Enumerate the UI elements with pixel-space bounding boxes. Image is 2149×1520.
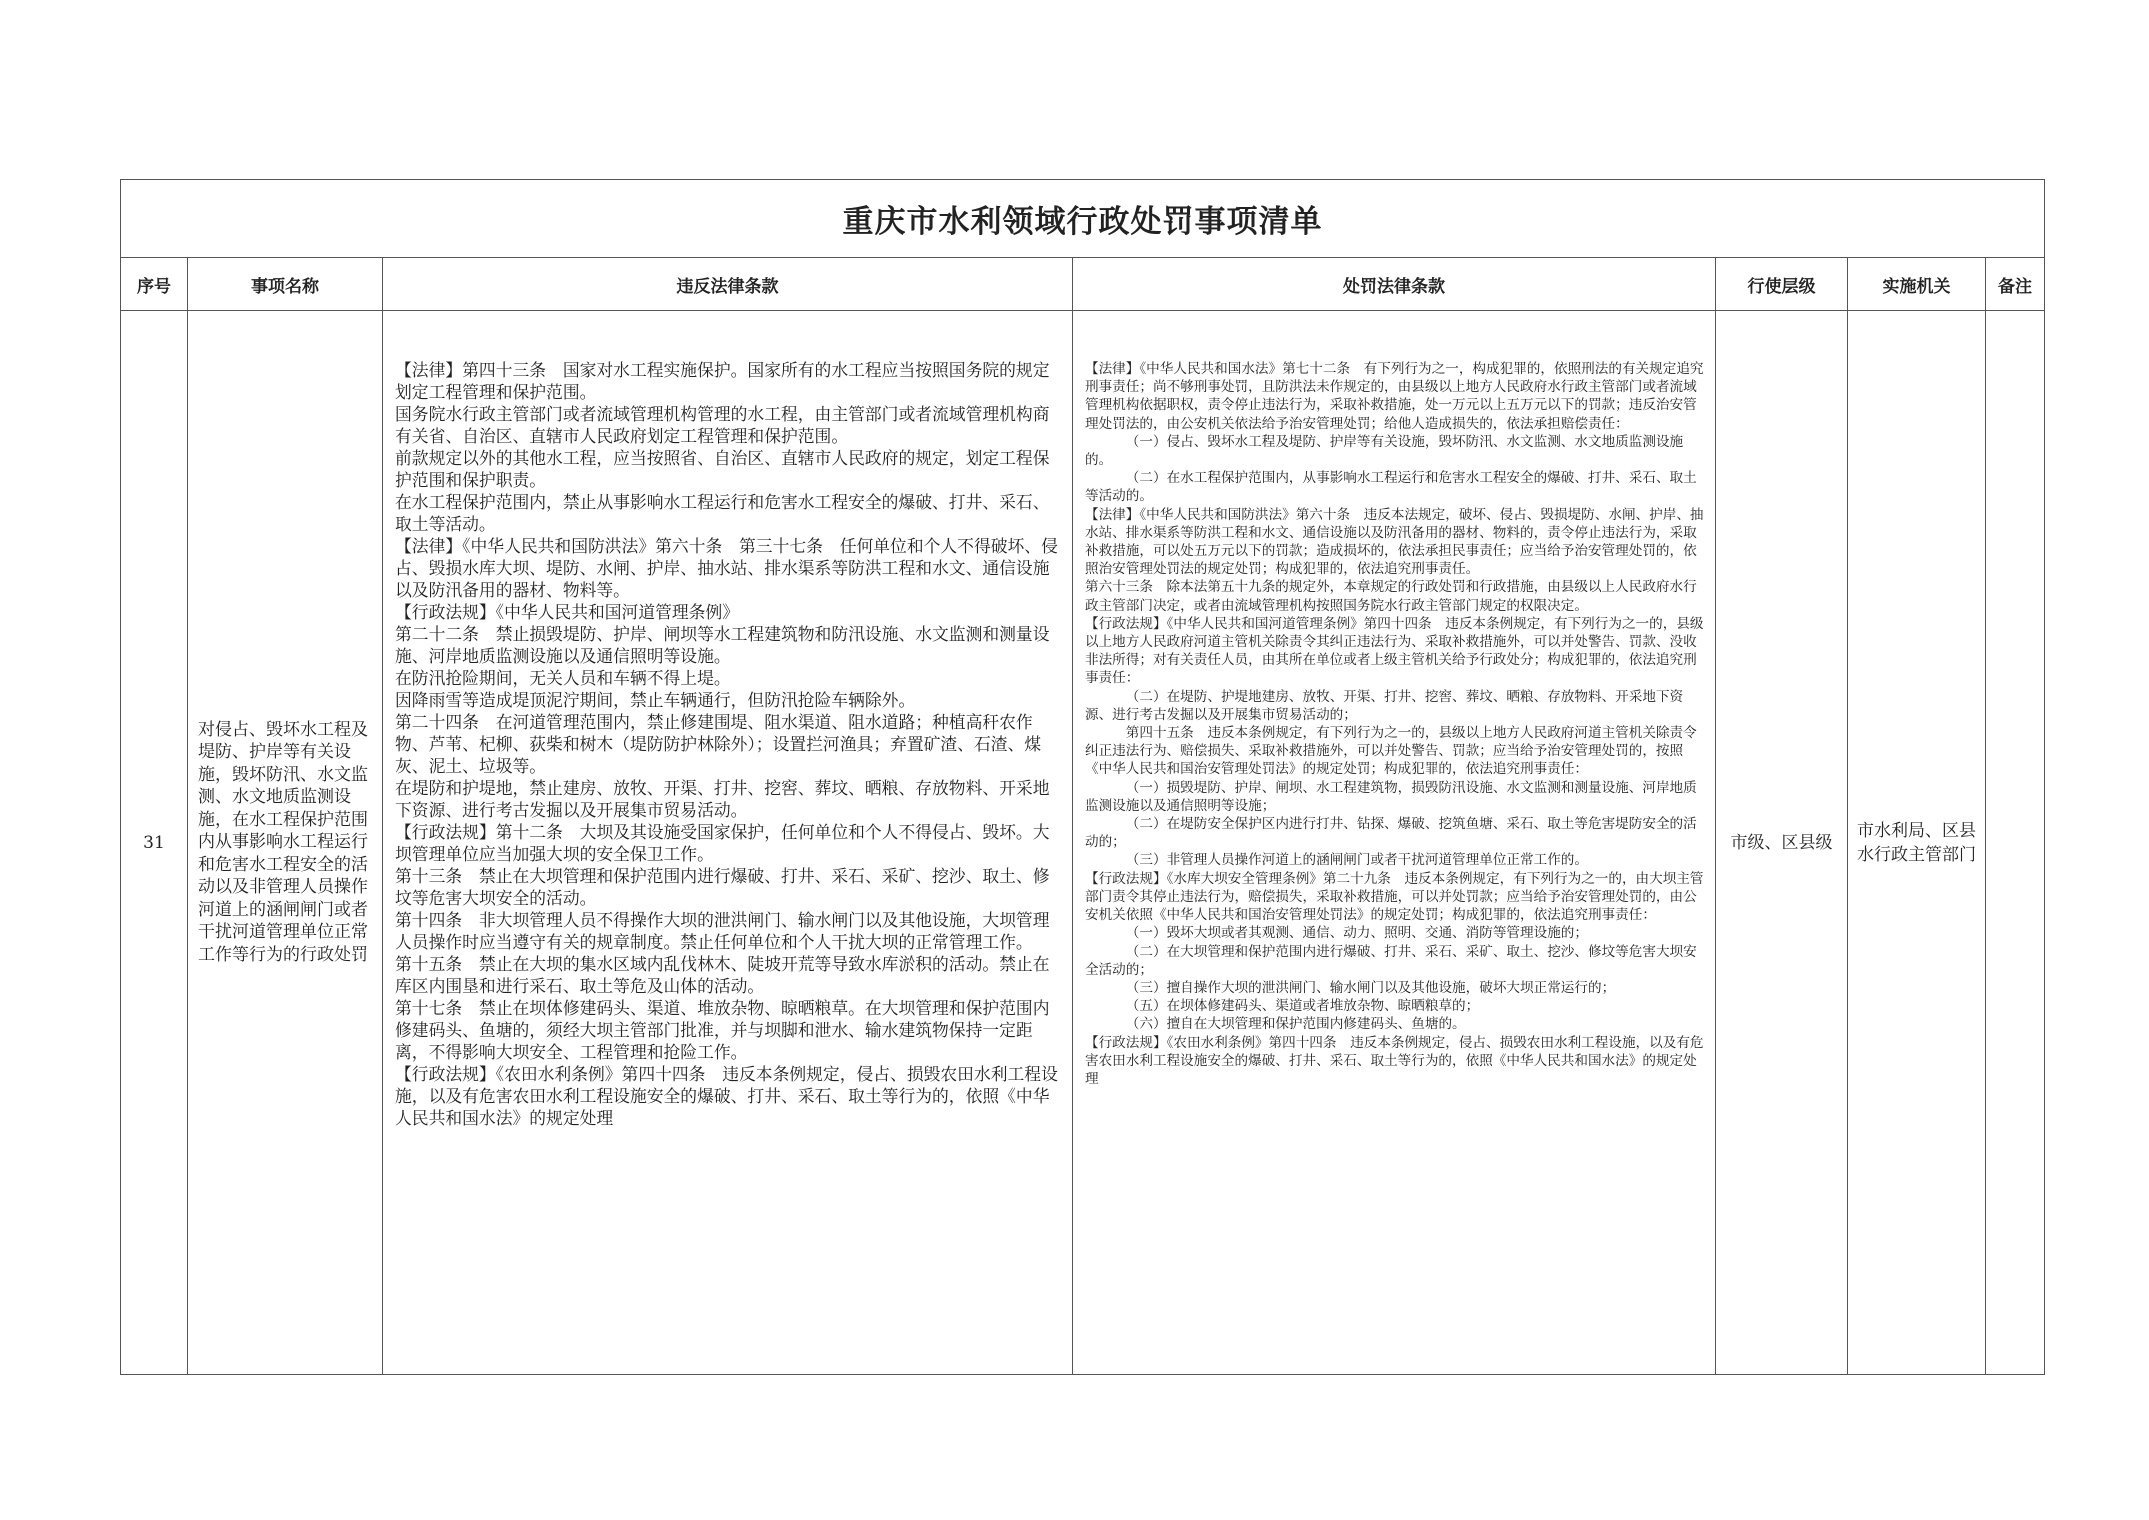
violation-paragraph: 【行政法规】第十二条 大坝及其设施受国家保护，任何单位和个人不得侵占、毁坏。大坝管理单位应当加强大坝的安全保卫工作。	[395, 822, 1050, 864]
penalty-paragraph: 第四十五条 违反本条例规定，有下列行为之一的，县级以上地方人民政府河道主管机关除责令纠正违法行为、赔偿损失、采取补救措施外，可以并处警告、罚款；应当给予治安管理处罚的，按照《中华人民共和国治安管理处罚法》的规定处罚；构成犯罪的，依法追究刑事责任：	[1085, 725, 1697, 778]
violation-paragraph: 第十四条 非大坝管理人员不得操作大坝的泄洪闸门、输水闸门以及其他设施，大坝管理人员操作时应当遵守有关的规章制度。禁止任何单位和个人干扰大坝的正常管理工作。	[395, 910, 1050, 952]
violation-paragraph: 【行政法规】《农田水利条例》第四十四条 违反本条例规定，侵占、损毁农田水利工程设施，以及有危害农田水利工程设施安全的爆破、打井、采石、取土等行为的，依照《中华人民共和国水法》的规定处理	[395, 1064, 1058, 1128]
violation-paragraph: 【法律】第四十三条 国家对水工程实施保护。国家所有的水工程应当按照国务院的规定划定工程管理和保护范围。	[395, 360, 1050, 402]
header-item-name: 事项名称	[188, 258, 383, 310]
violation-paragraph: 第二十四条 在河道管理范围内，禁止修建围堤、阻水渠道、阻水道路；种植高秆农作物、芦苇、杞柳、荻柴和树木（堤防防护林除外）；设置拦河渔具；弃置矿渣、石渣、煤灰、泥土、垃圾等。	[395, 712, 1042, 776]
penalty-paragraph: 【行政法规】《水库大坝安全管理条例》第二十九条 违反本条例规定，有下列行为之一的，由大坝主管部门责令其停止违法行为，赔偿损失，采取补救措施，可以并处罚款；应当给予治安管理处罚的，由公安机关依照《中华人民共和国治安管理处罚法》的规定处罚；构成犯罪的，依法追究刑事责任：	[1085, 870, 1704, 924]
penalty-paragraph: （二）在水工程保护范围内，从事影响水工程运行和危害水工程安全的爆破、打井、采石、取土等活动的。	[1085, 470, 1697, 505]
violation-paragraph: 第十七条 禁止在坝体修建码头、渠道、堆放杂物、晾晒粮草。在大坝管理和保护范围内修建码头、鱼塘的，须经大坝主管部门批准，并与坝脚和泄水、输水建筑物保持一定距离，不得影响大坝安全、工程管理和抢险工作。	[395, 998, 1050, 1062]
penalty-paragraph: 第六十三条 除本法第五十九条的规定外，本章规定的行政处罚和行政措施，由县级以上人民政府水行政主管部门决定，或者由流域管理机构按照国务院水行政主管部门规定的权限决定。	[1085, 579, 1697, 614]
violation-paragraph: 【法律】《中华人民共和国防洪法》第六十条 第三十七条 任何单位和个人不得破坏、侵占、毁损水库大坝、堤防、水闸、护岸、抽水站、排水渠系等防洪工程和水文、通信设施以及防汛备用的器材、物料等。	[395, 536, 1058, 600]
violation-paragraph: 第二十二条 禁止损毁堤防、护岸、闸坝等水工程建筑物和防汛设施、水文监测和测量设施、河岸地质监测设施以及通信照明等设施。	[395, 624, 1050, 666]
violation-paragraph: 前款规定以外的其他水工程，应当按照省、自治区、直辖市人民政府的规定，划定工程保护范围和保护职责。	[395, 448, 1050, 490]
penalty-paragraph: 【法律】《中华人民共和国水法》第七十二条 有下列行为之一，构成犯罪的，依照刑法的有关规定追究刑事责任；尚不够刑事处罚，且防洪法未作规定的，由县级以上地方人民政府水行政主管部门或者流域管理机构依据职权，责令停止违法行为，采取补救措施，处一万元以上五万元以下的罚款；违反治安管理处罚法的，由公安机关依法给予治安管理处罚；给他人造成损失的，依法承担赔偿责任：	[1085, 361, 1704, 432]
violation-paragraph: 因降雨雪等造成堤顶泥泞期间，禁止车辆通行，但防汛抢险车辆除外。	[395, 690, 916, 710]
violation-paragraph: 在防汛抢险期间，无关人员和车辆不得上堤。	[395, 668, 731, 688]
penalty-paragraph: （三）擅自操作大坝的泄洪闸门、输水闸门以及其他设施，破坏大坝正常运行的；	[1125, 979, 1616, 996]
penalty-paragraph: 【行政法规】《中华人民共和国河道管理条例》第四十四条 违反本条例规定，有下列行为之一的，县级以上地方人民政府河道主管机关除责令其纠正违法行为、采取补救措施外，可以并处警告、罚款、没收非法所得；对有关责任人员，由其所在单位或者上级主管机关给予行政处分；构成犯罪的，依法追究刑事责任：	[1085, 615, 1704, 687]
penalty-list-table	[120, 179, 2045, 1375]
title-row	[121, 180, 2044, 258]
header-seq: 序号	[121, 258, 188, 310]
row-level: 市级、区县级	[1716, 311, 1848, 1374]
row-item-name-text: 对侵占、毁坏水工程及堤防、护岸等有关设施，毁坏防汛、水文监测、水文地质监测设施，在水工程保护范围内从事影响水工程运行和危害水工程安全的活动以及非管理人员操作河道上的涵闸闸门或者干扰河道管理单位正常工作等行为的行政处罚	[198, 719, 368, 965]
violation-paragraph: 【行政法规】《中华人民共和国河道管理条例》	[395, 602, 740, 622]
header-penalty-law: 处罚法律条款	[1073, 258, 1716, 310]
violation-paragraph: 国务院水行政主管部门或者流域管理机构管理的水工程，由主管部门或者流域管理机构商有关省、自治区、直辖市人民政府划定工程管理和保护范围。	[395, 404, 1050, 446]
violation-paragraph: 在堤防和护堤地，禁止建房、放牧、开渠、打井、挖窖、葬坟、晒粮、存放物料、开采地下资源、进行考古发掘以及开展集市贸易活动。	[395, 778, 1050, 820]
row-remarks	[1986, 311, 2044, 1374]
row-violation-law	[383, 311, 1073, 1374]
violation-paragraph: 在水工程保护范围内，禁止从事影响水工程运行和危害水工程安全的爆破、打井、采石、取土等活动。	[395, 492, 1050, 534]
table-row	[121, 311, 2044, 1374]
header-row	[121, 258, 2044, 311]
penalty-paragraph: （五）在坝体修建码头、渠道或者堆放杂物、晾晒粮草的；	[1125, 998, 1480, 1015]
penalty-paragraph: （一）损毁堤防、护岸、闸坝、水工程建筑物，损毁防汛设施、水文监测和测量设施、河岸地质监测设施以及通信照明等设施；	[1085, 779, 1697, 814]
row-agency: 市水利局、区县水行政主管部门	[1848, 311, 1986, 1374]
row-seq: 31	[121, 311, 188, 1374]
row-penalty-law	[1073, 311, 1716, 1374]
header-remarks: 备注	[1998, 276, 2032, 297]
penalty-paragraph: （二）在堤防、护堤地建房、放牧、开渠、打井、挖窖、葬坟、晒粮、存放物料、开采地下资源、进行考古发掘以及开展集市贸易活动的；	[1085, 688, 1684, 723]
penalty-paragraph: 【行政法规】《农田水利条例》第四十四条 违反本条例规定，侵占、损毁农田水利工程设施，以及有危害农田水利工程设施安全的爆破、打井、采石、取土等行为的，依照《中华人民共和国水法》的规定处理	[1085, 1034, 1704, 1087]
violation-paragraph: 第十五条 禁止在大坝的集水区域内乱伐林木、陡坡开荒等导致水库淤积的活动。禁止在库区内围垦和进行采石、取土等危及山体的活动。	[395, 954, 1050, 996]
violation-paragraph: 第十三条 禁止在大坝管理和保护范围内进行爆破、打井、采石、采矿、挖沙、取土、修坟等危害大坝安全的活动。	[395, 866, 1050, 908]
header-agency: 实施机关	[1848, 258, 1986, 310]
penalty-paragraph: 【法律】《中华人民共和国防洪法》第六十条 违反本法规定，破坏、侵占、毁损堤防、水闸、护岸、抽水站、排水渠系等防洪工程和水文、通信设施以及防汛备用的器材、物料的，责令停止违法行为，采取补救措施，可以处五万元以下的罚款；造成损坏的，依法承担民事责任；应当给予治安管理处罚的，依照治安管理处罚法的规定处罚；构成犯罪的，依法追究刑事责任。	[1085, 506, 1704, 578]
penalty-paragraph: （一）侵占、毁坏水工程及堤防、护岸等有关设施，毁坏防汛、水文监测、水文地质监测设施的。	[1085, 433, 1684, 469]
penalty-paragraph: （一）毁坏大坝或者其观测、通信、动力、照明、交通、消防等管理设施的；	[1125, 925, 1588, 942]
page-title: 重庆市水利领域行政处罚事项清单	[842, 204, 1323, 240]
penalty-paragraph: （三）非管理人员操作河道上的涵闸闸门或者干扰河道管理单位正常工作的。	[1125, 852, 1588, 869]
header-level: 行使层级	[1716, 258, 1848, 310]
penalty-paragraph: （六）擅自在大坝管理和保护范围内修建码头、鱼塘的。	[1125, 1016, 1466, 1033]
row-item-name	[188, 311, 383, 1374]
penalty-paragraph: （二）在大坝管理和保护范围内进行爆破、打井、采石、采矿、取土、挖沙、修坟等危害大坝安全活动的；	[1085, 943, 1697, 978]
penalty-paragraph: （二）在堤防安全保护区内进行打井、钻探、爆破、挖筑鱼塘、采石、取土等危害堤防安全的活动的；	[1085, 816, 1697, 851]
header-violation-law: 违反法律条款	[383, 258, 1073, 310]
